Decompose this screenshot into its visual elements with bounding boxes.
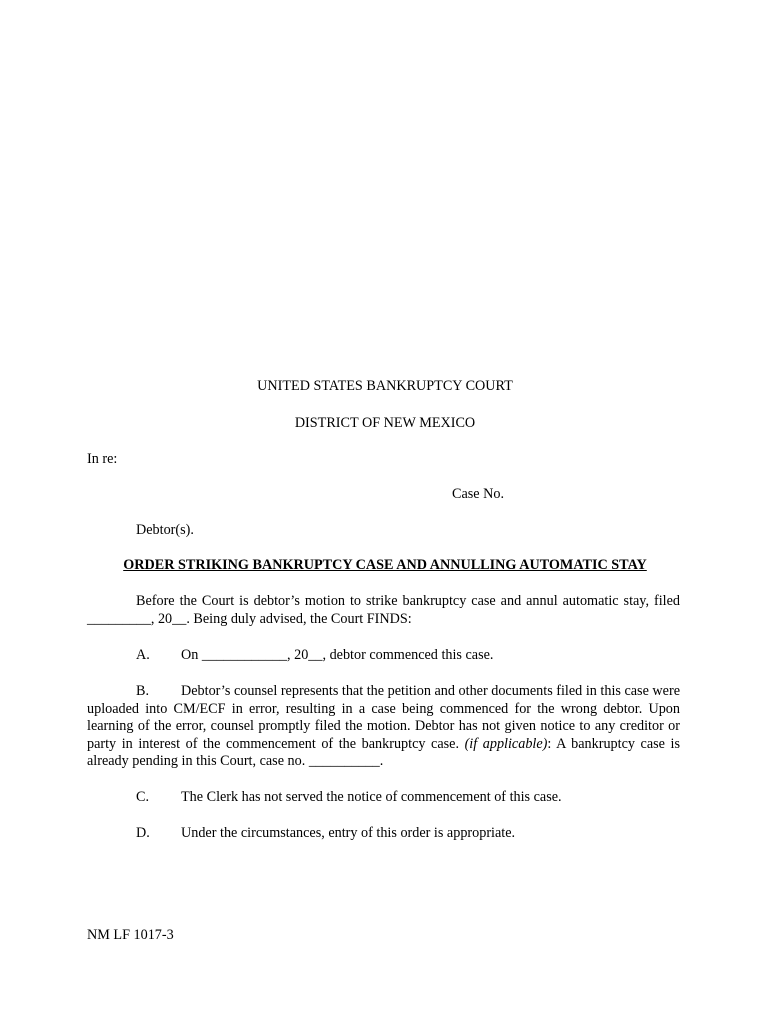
court-name: UNITED STATES BANKRUPTCY COURT xyxy=(257,378,513,394)
finding-d-text: Under the circumstances, entry of this order is appropriate. xyxy=(181,825,516,841)
district-name: DISTRICT OF NEW MEXICO xyxy=(294,415,476,431)
finding-b-text-after: : A bankruptcy case is already pending in this Court, case no. __________. xyxy=(87,735,680,769)
finding-b-letter: B. xyxy=(136,683,150,699)
order-title: ORDER STRIKING BANKRUPTCY CASE AND ANNULLING AUTOMATIC STAY xyxy=(123,557,647,573)
case-number-label: Case No. xyxy=(452,486,505,502)
finding-c-text: The Clerk has not served the notice of commencement of this case. xyxy=(181,789,562,805)
finding-b xyxy=(87,683,680,771)
intro-paragraph xyxy=(87,593,680,628)
finding-a-letter: A. xyxy=(136,647,150,663)
debtors-label: Debtor(s). xyxy=(136,522,194,538)
finding-a xyxy=(136,647,493,665)
intro-text: Before the Court is debtor’s motion to strike bankruptcy case and annul automatic stay, filed _________, 20__. Being duly advised, the Court FINDS: xyxy=(87,593,680,627)
finding-c xyxy=(136,789,562,807)
form-number: NM LF 1017-3 xyxy=(87,927,174,943)
finding-a-text: On ____________, 20__, debtor commenced this case. xyxy=(181,647,494,663)
finding-b-text: Debtor’s counsel represents that the petition and other documents filed in this case were uploaded into CM/ECF in error, resulting in a case being commenced for the wrong debtor. Upon learning of the error, counsel promptly filed the motion. Debtor has not given notice to any creditor or party in interest of the commencement of the bankruptcy case. xyxy=(87,683,680,752)
finding-c-letter: C. xyxy=(136,789,150,805)
finding-b-applicable: (if applicable) xyxy=(464,735,548,752)
in-re-label: In re: xyxy=(87,451,118,467)
finding-d-letter: D. xyxy=(136,825,150,841)
finding-d xyxy=(136,825,515,843)
